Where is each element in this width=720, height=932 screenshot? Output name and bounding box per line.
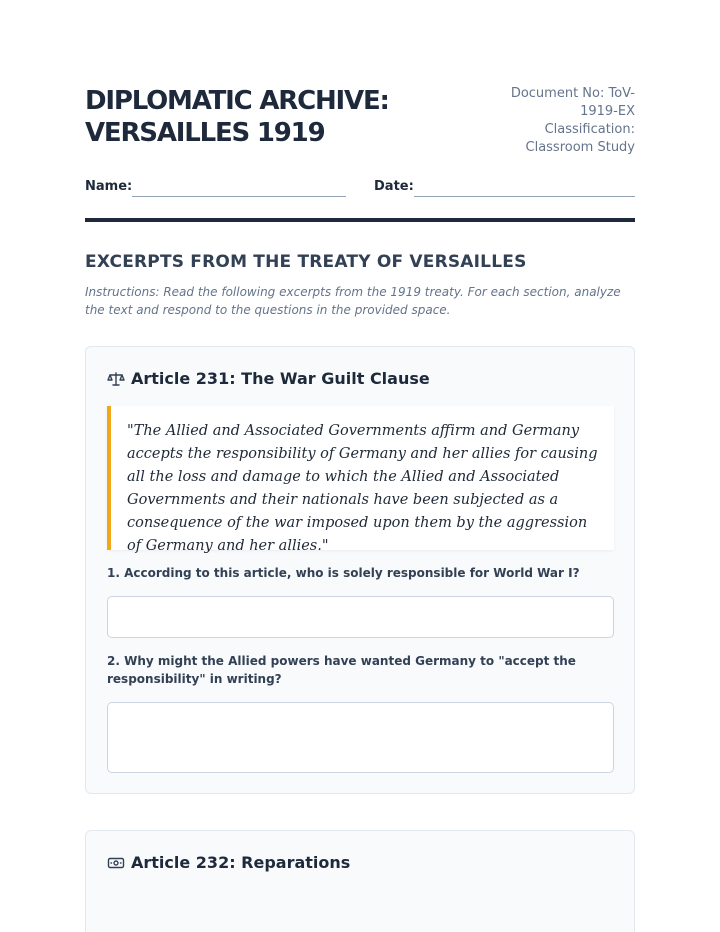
article-title: Article 232: Reparations — [131, 853, 351, 872]
page-title: DIPLOMATIC ARCHIVE: VERSAILLES 1919 — [85, 86, 389, 148]
date-field[interactable] — [414, 196, 635, 197]
student-fields — [85, 178, 635, 200]
article-card — [85, 830, 635, 932]
document-number: Document No: ToV-1919-EX — [510, 86, 635, 119]
instructions: Instructions: Read the following excerpts from the 1919 treaty. For each section, analyze the text and respond to the questions in the provided space. — [85, 285, 621, 317]
money-icon — [107, 854, 125, 872]
document-info — [485, 85, 635, 157]
answer-box[interactable] — [107, 702, 614, 773]
article-title: Article 231: The War Guilt Clause — [131, 369, 430, 388]
document-header — [85, 85, 635, 155]
date-label: Date: — [374, 179, 414, 194]
article-heading — [107, 853, 350, 872]
scale-icon — [107, 370, 125, 388]
article-card — [85, 346, 635, 794]
section-title: EXCERPTS FROM THE TREATY OF VERSAILLES — [85, 252, 527, 272]
article-heading — [107, 369, 430, 388]
question-label: 1. According to this article, who is solely responsible for World War I? — [107, 566, 580, 580]
answer-box[interactable] — [107, 596, 614, 638]
question-label: 2. Why might the Allied powers have wanted Germany to "accept the responsibility" in writing? — [107, 654, 576, 686]
name-label: Name: — [85, 179, 133, 194]
document-classification: Classification: Classroom Study — [525, 122, 635, 155]
header-divider — [85, 218, 635, 222]
name-field[interactable] — [132, 196, 346, 197]
article-quote: "The Allied and Associated Governments affirm and Germany accepts the responsibility of Germany and her allies for causing all the loss and damage to which the Allied and Associated Governments and their nationals have been subjected as a consequence of the war imposed upon them by the aggression of Germany and her allies." — [107, 406, 614, 550]
